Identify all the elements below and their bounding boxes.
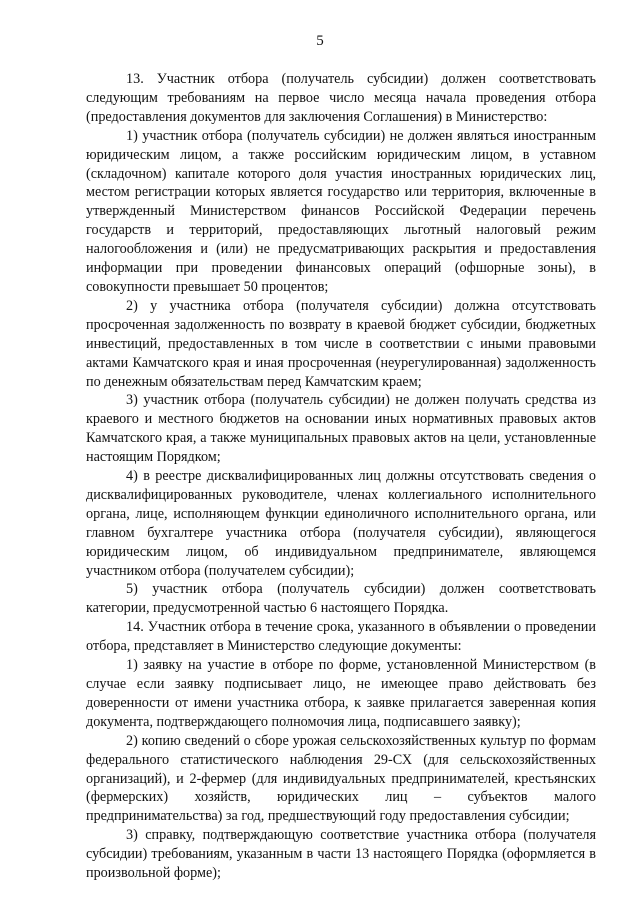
paragraph-13-item-2: 2) у участника отбора (получателя субсидии) должна отсутствовать просроченная задолженность по возврату в краевой бюджет субсидии, бюджетных инвестиций, предоставленных в том числе в соответствии с иными правовыми актами Камчатского края и иная просроченная (неурегулированная) задолженность по денежным обязательствам перед Камчатским краем; [86,297,596,390]
paragraph-13-item-5: 5) участник отбора (получатель субсидии) должен соответствовать категории, предусмотренной частью 6 настоящего Порядка. [86,581,596,617]
document-body [86,70,596,883]
paragraph-14-item-1: 1) заявку на участие в отборе по форме, установленной Министерством (в случае если заявку подписывает лицо, не имеющее право действовать без доверенности от имени участника отбора, к заявке прилагается заверенная копия документа, подтверждающего полномочия лица, подписавшего заявку); [86,657,596,730]
paragraph-13-item-4: 4) в реестре дисквалифицированных лиц должны отсутствовать сведения о дисквалифицированных руководителе, членах коллегиального исполнительного органа, лице, исполняющем функции единоличного исполнительного органа, или главном бухгалтере участника отбора (получателя субсидии), являющегося юридическим лицом, об индивидуальном предпринимателе, являющемся участником отбора (получателем субсидии); [86,468,596,579]
paragraph-13-item-1: 1) участник отбора (получатель субсидии) не должен являться иностранным юридическим лицом, а также российским юридическим лицом, в уставном (складочном) капитале которого доля участия иностранных юридических лиц, местом регистрации которых является государство или территория, включенные в утвержденный Министерством финансов Российской Федерации перечень государств и территорий, предоставляющих льготный налоговый режим налогообложения и (или) не предусматривающих раскрытия и предоставления информации при проведении финансовых операций (офшорные зоны), в совокупности превышает 50 процентов; [86,127,596,295]
paragraph-14-intro: 14. Участник отбора в течение срока, указанного в объявлении о проведении отбора, представляет в Министерство следующие документы: [86,619,596,655]
paragraph-13-item-3: 3) участник отбора (получатель субсидии) не должен получать средства из краевого и местного бюджетов на основании иных нормативных правовых актов Камчатского края, а также муниципальных правовых актов на цели, установленные настоящим Порядком; [86,392,596,466]
paragraph-14-item-2: 2) копию сведений о сборе урожая сельскохозяйственных культур по формам федерального статистического наблюдения 29-СХ (для сельскохозяйственных организаций), и 2-фермер (для индивидуальных предпринимателей, крестьянских (фермерских) хозяйств, юридических лиц – субъектов малого предпринимательства) за год, предшествующий году предоставления субсидии; [86,732,596,825]
paragraph-14-item-3: 3) справку, подтверждающую соответствие участника отбора (получателя субсидии) требованиям, указанным в части 13 настоящего Порядка (оформляется в произвольной форме); [86,827,596,882]
page-number: 5 [316,33,324,49]
paragraph-13-intro: 13. Участник отбора (получатель субсидии) должен соответствовать следующим требованиям на первое число месяца начала проведения отбора (предоставления документов для заключения Соглашения) в Министерство: [86,71,596,125]
